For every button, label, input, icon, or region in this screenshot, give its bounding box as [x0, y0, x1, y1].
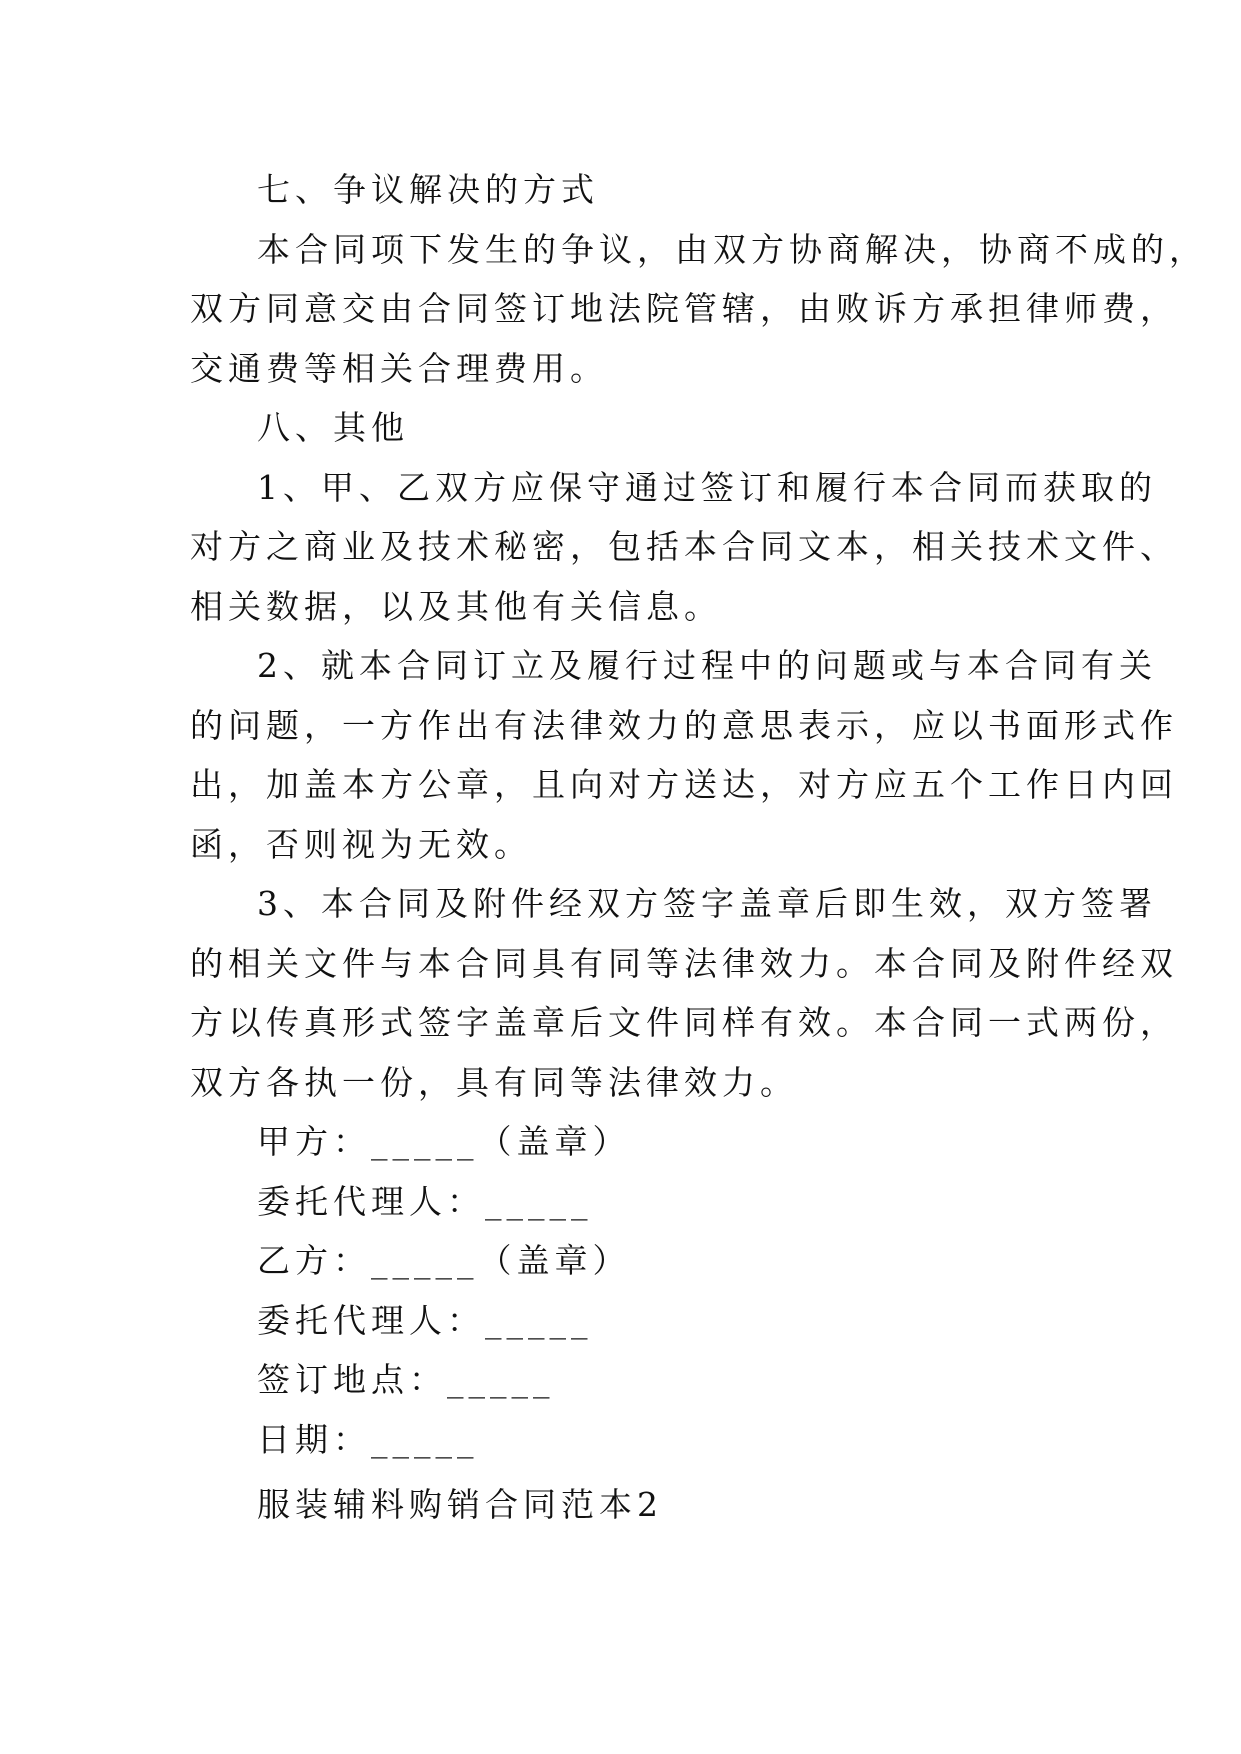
party-a-signature-line: 甲方：_____（盖章）	[257, 1122, 631, 1161]
party-b-agent-line: 委托代理人：_____	[257, 1300, 593, 1340]
clause-3-line: 双方各执一份，具有同等法律效力。	[190, 1062, 798, 1102]
section-7-paragraph-line: 双方同意交由合同签订地法院管辖，由败诉方承担律师费，	[190, 289, 1178, 328]
clause-2-line: 的问题，一方作出有法律效力的意思表示，应以书面形式作	[190, 705, 1178, 745]
clause-3-line: 3、本合同及附件经双方签字盖章后即生效，双方签署	[257, 884, 1157, 923]
clause-1-line: 相关数据，以及其他有关信息。	[190, 586, 722, 626]
section-7-paragraph-line: 交通费等相关合理费用。	[190, 348, 608, 388]
section-8-heading: 八、其他	[257, 408, 409, 447]
section-7-heading: 七、争议解决的方式	[257, 170, 599, 209]
clause-1-line: 1、甲、乙双方应保守通过签订和履行本合同而获取的	[257, 467, 1157, 507]
document-body	[190, 160, 1207, 1469]
signing-date-line: 日期：_____	[257, 1419, 479, 1459]
clause-3-line: 方以传真形式签字盖章后文件同样有效。本合同一式两份，	[190, 1003, 1178, 1042]
party-b-signature-line: 乙方：_____（盖章）	[257, 1241, 631, 1280]
clause-1-line: 对方之商业及技术秘密，包括本合同文本，相关技术文件、	[190, 527, 1178, 566]
section-7-paragraph-line: 本合同项下发生的争议，由双方协商解决，协商不成的，	[257, 229, 1207, 269]
clause-2-line: 函，否则视为无效。	[190, 824, 532, 864]
clause-2-line: 出，加盖本方公章，且向对方送达，对方应五个工作日内回	[190, 765, 1178, 804]
next-contract-title: 服装辅料购销合同范本2	[257, 1485, 663, 1524]
party-a-agent-line: 委托代理人：_____	[257, 1181, 593, 1221]
clause-2-line: 2、就本合同订立及履行过程中的问题或与本合同有关	[257, 646, 1157, 685]
clause-3-line: 的相关文件与本合同具有同等法律效力。本合同及附件经双	[190, 943, 1178, 983]
signing-place-line: 签订地点：_____	[257, 1360, 555, 1399]
